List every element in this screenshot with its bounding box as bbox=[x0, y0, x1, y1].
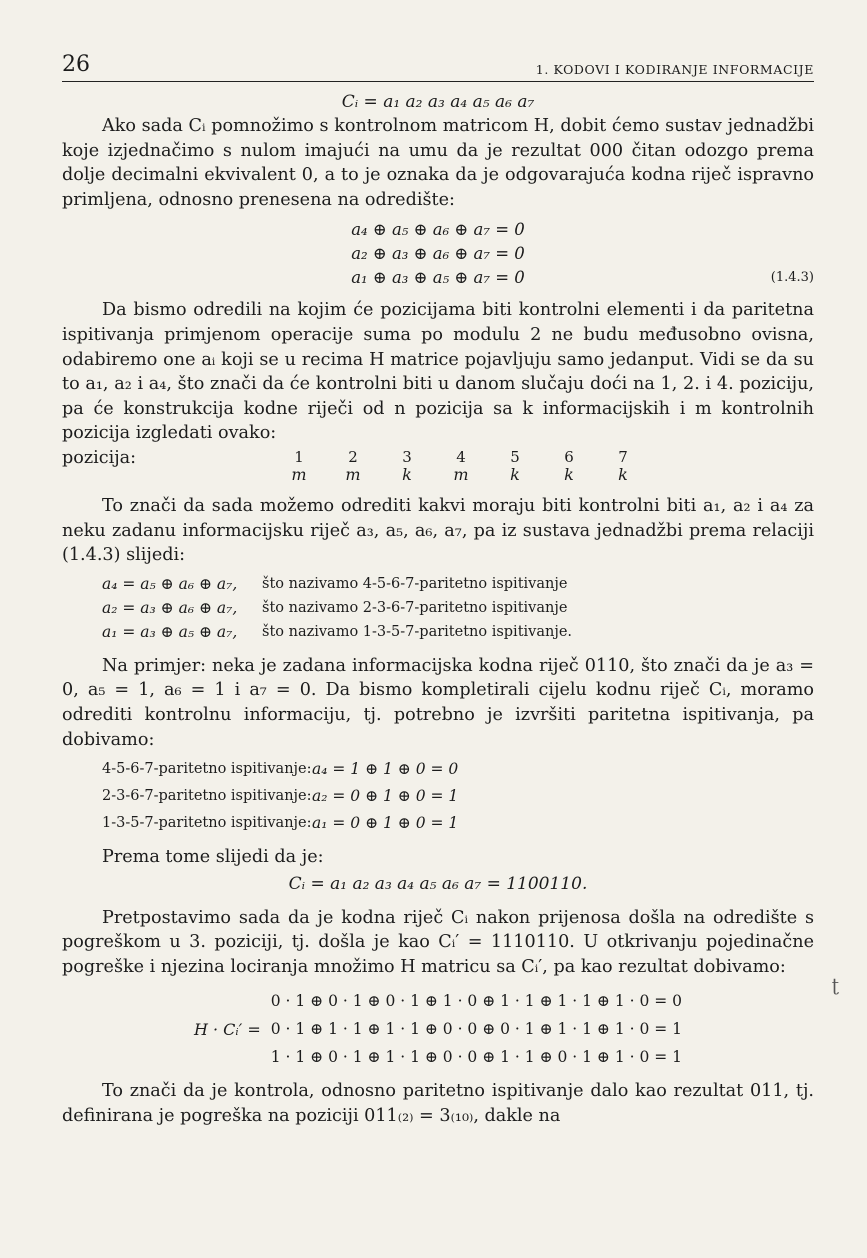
position-cell: 3 k bbox=[402, 447, 412, 484]
check-row bbox=[102, 783, 814, 810]
check-formula: a₁ = 0 ⊕ 1 ⊕ 0 = 1 bbox=[312, 814, 459, 833]
position-layout bbox=[62, 448, 814, 484]
paragraph-5: Prema tome slijedi da je: bbox=[102, 847, 324, 868]
check-formula: a₂ = 0 ⊕ 1 ⊕ 0 = 1 bbox=[312, 787, 459, 806]
system-line-2: a₂ ⊕ a₃ ⊕ a₆ ⊕ a₇ = 0 bbox=[351, 244, 525, 264]
position-cell: 5 k bbox=[510, 447, 520, 484]
relation-text: što nazivamo 1-3-5-7-paritetno ispitivanje. bbox=[262, 623, 573, 640]
position-label: pozicija: bbox=[62, 447, 137, 468]
relation-formula: a₁ = a₃ ⊕ a₅ ⊕ a₇, bbox=[102, 622, 238, 641]
relation-text: što nazivamo 2-3-6-7-paritetno ispitivanje bbox=[262, 599, 568, 616]
matrix-rows bbox=[271, 987, 682, 1071]
relation-row bbox=[102, 596, 814, 620]
parity-relations bbox=[102, 572, 814, 644]
relation-row bbox=[102, 620, 814, 644]
paragraph-4: Na primjer: neka je zadana informacijska kodna riječ 0110, što znači da je a₃ = 0, a₅ = 1, a₆ = 1 i a₇ = 0. Da bismo kompletirali cijelu kodnu riječ Cᵢ, moramo odrediti kontrolnu informaciju, tj. potrebno je izvršiti paritetna ispitivanja, pa dobivamo: bbox=[62, 655, 814, 750]
check-label: 4-5-6-7-paritetno ispitivanje: bbox=[102, 761, 312, 778]
matrix-row: 1 · 1 ⊕ 0 · 1 ⊕ 1 · 1 ⊕ 0 · 0 ⊕ 1 · 1 ⊕ 0 · 1 ⊕ 1 · 0 = 1 bbox=[270, 1048, 683, 1067]
relation-row bbox=[102, 572, 814, 596]
matrix-multiplication bbox=[62, 987, 814, 1071]
relation-text: što nazivamo 4-5-6-7-paritetno ispitivanje bbox=[262, 575, 568, 592]
position-cells bbox=[272, 448, 650, 484]
relation-formula: a₄ = a₅ ⊕ a₆ ⊕ a₇, bbox=[102, 574, 238, 593]
equation-number: (1.4.3) bbox=[770, 270, 814, 286]
check-formula: a₄ = 1 ⊕ 1 ⊕ 0 = 0 bbox=[312, 760, 459, 779]
system-line-1: a₄ ⊕ a₅ ⊕ a₆ ⊕ a₇ = 0 bbox=[351, 220, 525, 240]
matrix-label: H · Cᵢ′ = bbox=[193, 1019, 261, 1039]
relation-formula: a₂ = a₃ ⊕ a₆ ⊕ a₇, bbox=[102, 598, 238, 617]
check-label: 2-3-6-7-paritetno ispitivanje: bbox=[102, 788, 312, 805]
equation-system bbox=[62, 218, 814, 290]
chapter-title: 1. KODOVI I KODIRANJE INFORMACIJE bbox=[535, 62, 814, 77]
check-row bbox=[102, 756, 814, 783]
page-number: 26 bbox=[62, 52, 90, 77]
codeword-equation: Cᵢ = a₁ a₂ a₃ a₄ a₅ a₆ a₇ bbox=[341, 92, 535, 112]
parity-checks bbox=[102, 756, 814, 837]
matrix-row: 0 · 1 ⊕ 1 · 1 ⊕ 1 · 1 ⊕ 0 · 0 ⊕ 0 · 1 ⊕ 1 · 1 ⊕ 1 · 0 = 1 bbox=[270, 1020, 683, 1039]
position-cell: 2 m bbox=[345, 447, 361, 484]
position-cell: 1 m bbox=[291, 447, 307, 484]
check-row bbox=[102, 810, 814, 837]
paragraph-6: Pretpostavimo sada da je kodna riječ Cᵢ nakon prijenosa došla na odredište s pogreškom u 3. poziciji, tj. došla je kao Cᵢ′ = 1110110. U otkrivanju pojedinačne pogreške i njezina lociranja množimo H matricu sa Cᵢ′, pa kao rezultat dobivamo: bbox=[62, 907, 814, 977]
result-equation: Cᵢ = a₁ a₂ a₃ a₄ a₅ a₆ a₇ = 1100110. bbox=[288, 873, 588, 894]
paragraph-7: To znači da je kontrola, odnosno paritetno ispitivanje dalo kao rezultat 011, tj. definirana je pogreška na poziciji 011₍₂₎ = 3₍₁₀₎, dakle na bbox=[62, 1081, 814, 1127]
paragraph-3: To znači da sada možemo odrediti kakvi moraju biti kontrolni biti a₁, a₂ i a₄ za neku zadanu informacijsku riječ a₃, a₅, a₆, a₇, pa iz sustava jednadžbi prema relaciji (1.4.3) slijedi: bbox=[62, 495, 814, 566]
book-page bbox=[62, 52, 814, 1129]
running-header bbox=[62, 52, 814, 82]
paragraph-2: Da bismo odredili na kojim će pozicijama biti kontrolni elementi i da paritetna ispitivanja primjenom operacije suma po modulu 2 ne budu međusobno ovisna, odabiremo one aᵢ koji se u recima H matrice pojavljuju samo jedanput. Vidi se da su to a₁, a₂ i a₄, što znači da će kontrolni biti u danom slučaju doći na 1, 2. i 4. poziciju, pa će konstrukcija kodne riječi od n pozicija sa k informacijskih i m kontrolnih pozicija izgledati ovako: bbox=[62, 300, 814, 444]
position-cell: 6 k bbox=[564, 447, 574, 484]
paragraph-1: Ako sada Cᵢ pomnožimo s kontrolnom matricom H, dobit ćemo sustav jednadžbi koje izjednačimo s nulom imajući na umu da je rezultat 000 čitan odozgo prema dolje decimalni ekvivalent 0, a to je oznaka da je odgovarajuća kodna riječ ispravno primljena, odnosno prenesena na odredište: bbox=[62, 116, 814, 210]
matrix-row: 0 · 1 ⊕ 0 · 1 ⊕ 0 · 1 ⊕ 1 · 0 ⊕ 1 · 1 ⊕ 1 · 1 ⊕ 1 · 0 = 0 bbox=[270, 992, 683, 1011]
check-label: 1-3-5-7-paritetno ispitivanje: bbox=[102, 815, 312, 832]
position-cell: 7 k bbox=[618, 447, 628, 484]
system-line-3: a₁ ⊕ a₃ ⊕ a₅ ⊕ a₇ = 0 bbox=[351, 268, 525, 288]
margin-mark: ʈ bbox=[831, 975, 839, 996]
position-cell: 4 m bbox=[453, 447, 469, 484]
